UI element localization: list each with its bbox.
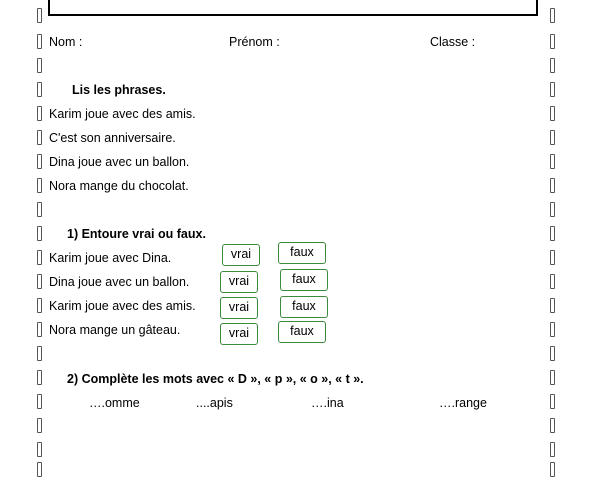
faux-option[interactable]: faux	[278, 321, 326, 343]
margin-mark	[37, 34, 42, 49]
margin-mark	[37, 322, 42, 337]
margin-mark	[550, 226, 555, 241]
reading-sentence: Karim joue avec des amis.	[49, 107, 196, 121]
margin-mark	[37, 298, 42, 313]
right-margin-marks	[550, 0, 558, 470]
faux-option[interactable]: faux	[280, 296, 328, 318]
margin-mark	[37, 442, 42, 457]
margin-mark	[37, 226, 42, 241]
margin-mark	[550, 178, 555, 193]
margin-mark	[550, 322, 555, 337]
title-box	[48, 0, 538, 16]
faux-option[interactable]: faux	[280, 269, 328, 291]
margin-mark	[550, 370, 555, 385]
margin-mark	[37, 370, 42, 385]
margin-mark	[37, 178, 42, 193]
reading-sentence: C'est son anniversaire.	[49, 131, 176, 145]
nom-label: Nom :	[49, 35, 83, 49]
margin-mark	[550, 106, 555, 121]
margin-mark	[550, 34, 555, 49]
margin-mark	[550, 82, 555, 97]
vrai-option[interactable]: vrai	[222, 244, 260, 266]
exercise1-statement: Karim joue avec Dina.	[49, 251, 172, 265]
margin-mark	[550, 442, 555, 457]
margin-mark	[550, 202, 555, 217]
exercise1-heading: 1) Entoure vrai ou faux.	[67, 227, 206, 241]
margin-mark	[550, 8, 555, 23]
margin-mark	[37, 418, 42, 433]
reading-sentence: Dina joue avec un ballon.	[49, 155, 190, 169]
margin-mark	[37, 8, 42, 23]
margin-mark	[550, 130, 555, 145]
margin-mark	[37, 58, 42, 73]
exercise1-statement: Nora mange un gâteau.	[49, 323, 181, 337]
margin-mark	[37, 274, 42, 289]
margin-mark	[37, 346, 42, 361]
vrai-option[interactable]: vrai	[220, 271, 258, 293]
faux-option[interactable]: faux	[278, 242, 326, 264]
fill-in-word: ....apis	[196, 396, 233, 410]
reading-sentence: Nora mange du chocolat.	[49, 179, 189, 193]
exercise2-heading: 2) Complète les mots avec « D », « p », « o », « t ».	[67, 372, 364, 386]
exercise1-statement: Dina joue avec un ballon.	[49, 275, 190, 289]
vrai-option[interactable]: vrai	[220, 297, 258, 319]
fill-in-word: ….ina	[311, 396, 344, 410]
margin-mark	[550, 154, 555, 169]
margin-mark	[37, 130, 42, 145]
exercise1-statement: Karim joue avec des amis.	[49, 299, 196, 313]
fill-in-word: ….omme	[89, 396, 140, 410]
margin-mark	[550, 250, 555, 265]
margin-mark	[37, 106, 42, 121]
margin-mark	[550, 346, 555, 361]
classe-label: Classe :	[430, 35, 476, 49]
margin-mark	[550, 298, 555, 313]
margin-mark	[37, 394, 42, 409]
prenom-label: Prénom :	[229, 35, 280, 49]
margin-mark	[37, 250, 42, 265]
reading-heading: Lis les phrases.	[72, 83, 166, 97]
margin-mark	[37, 82, 42, 97]
margin-mark	[37, 154, 42, 169]
margin-mark	[37, 202, 42, 217]
margin-mark	[550, 394, 555, 409]
fill-in-word: ….range	[439, 396, 487, 410]
margin-mark	[550, 418, 555, 433]
margin-mark	[550, 58, 555, 73]
vrai-option[interactable]: vrai	[220, 323, 258, 345]
margin-mark	[550, 274, 555, 289]
left-margin-marks	[37, 0, 45, 470]
